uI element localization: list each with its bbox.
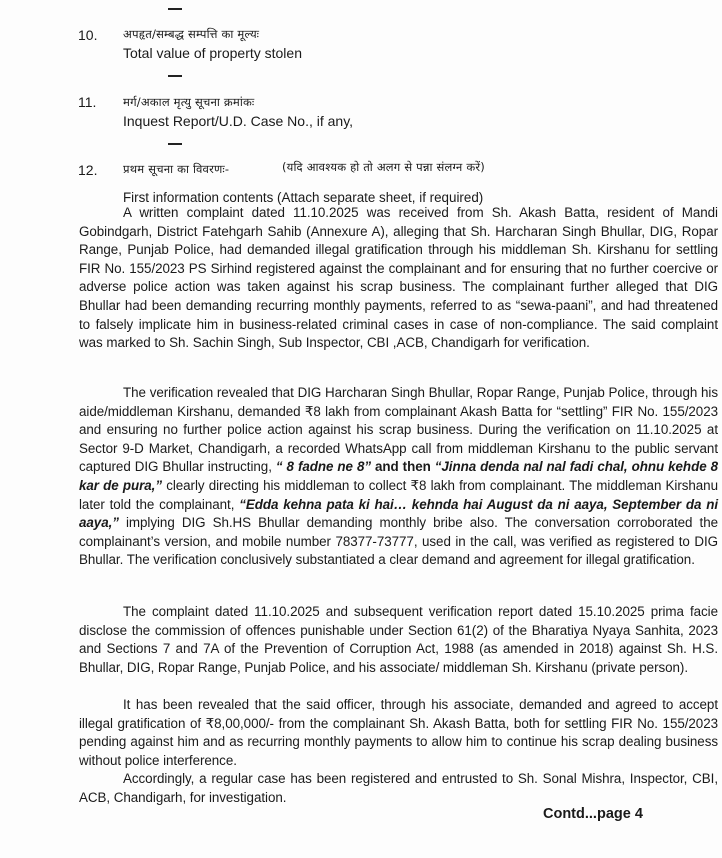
quote-8-fadne: “ 8 fadne ne 8” bbox=[275, 459, 371, 475]
item-11-english-label: Inquest Report/U.D. Case No., if any, bbox=[123, 113, 354, 129]
item-12-english-label: First information contents (Attach separate sheet, if required) bbox=[123, 190, 484, 205]
item-10-number: 10. bbox=[78, 27, 98, 43]
top-dash-line bbox=[168, 8, 182, 10]
item-10-value-dash bbox=[168, 75, 182, 77]
item-11-number: 11. bbox=[78, 94, 97, 110]
complaint-paragraph: A written complaint dated 11.10.2025 was received from Sh. Akash Batta, resident of Mandi Gobindgarh, District Fatehgarh Sahib (Annexure A), alleging that Sh. Harcharan Singh Bhullar, DIG, Ropar Range, Punjab Police, had demanded illegal gratification through his middleman Sh. Kirshanu for settling FIR No. 155/2023 PS Sirhind registered against the complainant and for ensuring that no further coercive or adverse police action was taken against his scrap business. The complainant further alleged that DIG Bhullar had been demanding recurring monthly payments, referred to as “sewa-paani”, and had threatened to falsely implicate him in business-related criminal cases in case of non-compliance. The said complaint was marked to Sh. Sachin Singh, Sub Inspector, CBI ,ACB, Chandigarh for verification. bbox=[79, 205, 718, 351]
item-11-value-dash bbox=[168, 143, 182, 145]
item-12-number: 12. bbox=[78, 162, 98, 178]
verification-text-1: The verification revealed that DIG Harcharan Singh Bhullar, Ropar Range, Punjab Police, through his aide/middleman Kirshanu, demanded ₹8 lakh from complainant Akash Batta for “settling” FIR No. 155/2023 and ensuring no further police action against his scrap business. During the verification on 11.10.2025 at Sector 9-D Market, Chandigarh, a recorded WhatsApp call from middleman Kirshanu to the public servant captured DIG Bhullar instructing, bbox=[79, 385, 718, 475]
quote-jinna-denda: “Jinna denda nal nal fadi chal, ohnu kehde 8 kar de pura,” bbox=[79, 459, 718, 493]
verification-paragraph bbox=[79, 384, 718, 570]
and-then-text: and then bbox=[371, 459, 435, 475]
item-10-hindi-label: अपहृत/सम्बद्ध सम्पत्ति का मूल्यः bbox=[123, 27, 260, 41]
item-12-hindi-label: प्रथम सूचना का विवरणः- bbox=[123, 162, 230, 176]
quote-edda-kehna: “Edda kehna pata ki hai… kehnda hai August da ni aaya, September da ni aaya,” bbox=[79, 496, 718, 531]
verification-text-2: clearly directing his middleman to collect ₹8 lakh from complainant. The middleman Kirshanu later told the complainant, bbox=[79, 477, 718, 512]
item-12-hindi-note: (यदि आवश्यक हो तो अलग से पन्ना संलग्न करें) bbox=[282, 160, 485, 174]
case-registered-paragraph: Accordingly, a regular case has been registered and entrusted to Sh. Sonal Mishra, Inspector, CBI, ACB, Chandigarh, for investigation. bbox=[79, 771, 718, 805]
offences-paragraph: The complaint dated 11.10.2025 and subsequent verification report dated 15.10.2025 prima facie disclose the commission of offences punishable under Section 61(2) of the Bharatiya Nyaya Sanhita, 2023 and Sections 7 and 7A of the Prevention of Corruption Act, 1988 (as amended in 2018) against Sh. H.S. Bhullar, DIG, Ropar Range, Punjab Police, and his associate/ middleman Sh. Kirshanu (private person). bbox=[79, 604, 718, 675]
continued-page-label: Contd...page 4 bbox=[543, 806, 643, 822]
item-10-english-label: Total value of property stolen bbox=[123, 45, 302, 61]
gratification-paragraph: It has been revealed that the said officer, through his associate, demanded and agreed to accept illegal gratification of ₹8,00,000/- from the complainant Sh. Akash Batta, both for settling FIR No. 155/2023 pending against him and as recurring monthly payments to allow him to continue his scrap dealing business without police interference. bbox=[79, 697, 718, 768]
item-11-hindi-label: मर्ग/अकाल मृत्यु सूचना क्रमांकः bbox=[123, 95, 255, 109]
verification-text-3: implying DIG Sh.HS Bhullar demanding monthly bribe also. The conversation corroborated the complainant’s version, and mobile number 78377-73777, used in the call, was verified as registered to DIG Bhullar. The verification conclusively substantiated a clear demand and agreement for illegal gratification. bbox=[79, 515, 718, 568]
